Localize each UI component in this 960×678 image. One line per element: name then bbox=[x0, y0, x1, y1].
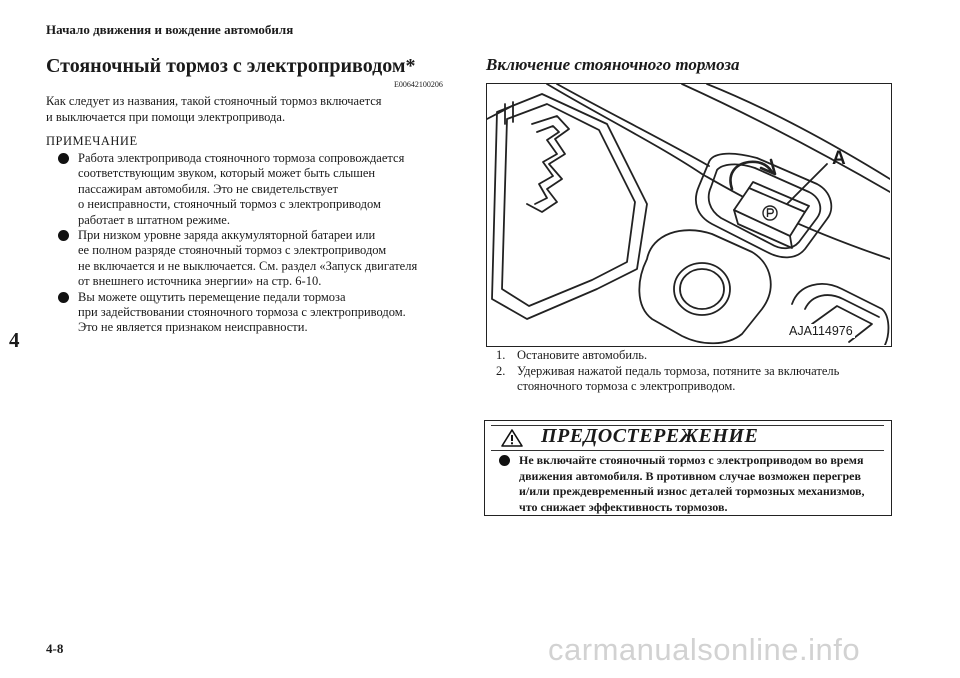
bullet-icon bbox=[58, 292, 69, 303]
warning-title: ПРЕДОСТЕРЕЖЕНИЕ bbox=[541, 425, 759, 447]
instruction-steps bbox=[496, 348, 896, 395]
warning-text bbox=[499, 453, 884, 515]
step-line: Остановите автомобиль. bbox=[517, 348, 648, 362]
figure-code: AJA114976 bbox=[789, 324, 853, 338]
intro-line: и выключается при помощи электропривода. bbox=[46, 110, 286, 124]
step-item bbox=[496, 348, 896, 364]
note-list bbox=[58, 151, 468, 336]
warning-line: Не включайте стояночный тормоз с электроприводом во время bbox=[519, 453, 864, 467]
warning-triangle-icon bbox=[501, 429, 523, 447]
note-line: при задействовании стояночного тормоза с электроприводом. bbox=[78, 305, 406, 320]
note-line: При низком уровне заряда аккумуляторной батареи или bbox=[78, 228, 376, 243]
warning-box bbox=[484, 420, 892, 516]
intro-line: Как следует из названия, такой стояночный тормоз включается bbox=[46, 94, 382, 108]
note-line: соответствующим звуком, который может быть слышен bbox=[78, 166, 376, 181]
intro-paragraph bbox=[46, 93, 466, 125]
watermark: carmanualsonline.info bbox=[548, 632, 861, 667]
callout-label-a: A bbox=[832, 148, 846, 169]
bullet-icon bbox=[499, 455, 510, 466]
warning-line: движения автомобиля. В противном случае возможен перегрев bbox=[519, 468, 861, 483]
note-line: не включается и не выключается. См. раздел «Запуск двигателя bbox=[78, 258, 418, 273]
bullet-icon bbox=[58, 153, 69, 164]
note-line: работает в штатном режиме. bbox=[78, 212, 230, 227]
step-number: 1. bbox=[496, 348, 506, 362]
note-line: ее полном разряде стояночный тормоз с электроприводом bbox=[78, 243, 387, 258]
step-item bbox=[496, 364, 896, 395]
step-number: 2. bbox=[496, 363, 506, 378]
note-item bbox=[58, 228, 468, 290]
note-item bbox=[58, 290, 468, 336]
subsection-title: Включение стояночного тормоза bbox=[486, 55, 740, 74]
note-item bbox=[58, 151, 468, 228]
console-drawing bbox=[487, 84, 890, 345]
running-header: Начало движения и вождение автомобиля bbox=[46, 22, 294, 37]
note-line: о неисправности, стояночный тормоз с электроприводом bbox=[78, 197, 381, 212]
note-line: Работа электропривода стояночного тормоза сопровождается bbox=[78, 151, 405, 165]
note-line: Вы можете ощутить перемещение педали тормоза bbox=[78, 289, 346, 304]
warning-line: что снижает эффективность тормозов. bbox=[519, 499, 728, 514]
step-line: стояночного тормоза с электроприводом. bbox=[517, 379, 736, 393]
note-line: Это не является признаком неисправности. bbox=[78, 320, 308, 335]
chapter-tab: 4 bbox=[9, 328, 20, 352]
note-heading: ПРИМЕЧАНИЕ bbox=[46, 134, 138, 148]
section-code: E00642100206 bbox=[394, 80, 443, 89]
warning-line: и/или преждевременный износ деталей тормозных механизмов, bbox=[519, 484, 865, 498]
note-line: от внешнего источника энергии» на стр. 6-10. bbox=[78, 274, 322, 289]
warning-header bbox=[491, 425, 884, 451]
parking-brake-illustration bbox=[486, 83, 892, 347]
page-number: 4-8 bbox=[46, 641, 64, 656]
step-line: Удерживая нажатой педаль тормоза, потяните за включатель bbox=[517, 363, 840, 378]
bullet-icon bbox=[58, 230, 69, 241]
note-line: пассажирам автомобиля. Это не свидетельствует bbox=[78, 181, 338, 196]
section-title: Стояночный тормоз с электроприводом* bbox=[46, 55, 416, 77]
